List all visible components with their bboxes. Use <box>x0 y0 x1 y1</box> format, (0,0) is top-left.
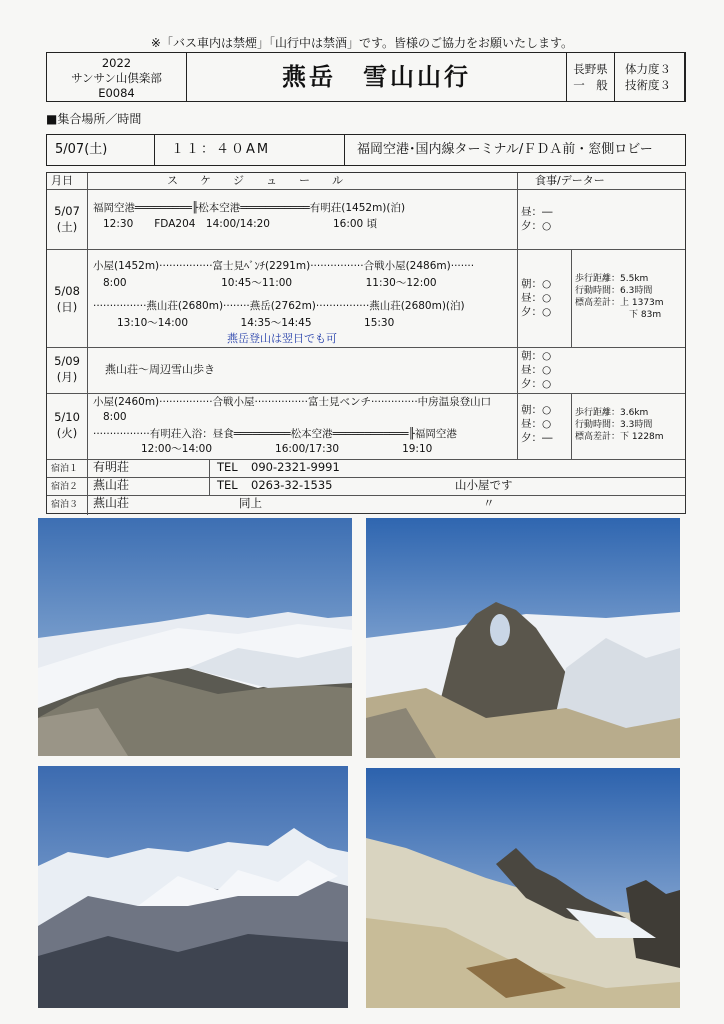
day4-times-2: 12:00～14:00 16:00/17:30 19:10 <box>141 443 433 455</box>
divider <box>209 459 210 495</box>
club-info <box>47 53 187 101</box>
elevation-up: 標高差計：上 1373m <box>575 298 664 308</box>
page-title: 燕岳 雪山山行 <box>187 53 567 101</box>
meal-breakfast: 朝：○ <box>521 350 552 362</box>
photo-snowy-ridge <box>38 518 352 756</box>
day1-meals <box>517 205 553 233</box>
meeting-place: 福岡空港･国内線ターミナル/ＦＤＡ前・窓側ロビー <box>357 142 653 157</box>
lodging1-label: 宿泊１ <box>51 464 79 474</box>
lodging2-label: 宿泊２ <box>51 482 79 492</box>
day2-times-2: 13:10～14:00 14:35～14:45 15:30 <box>117 317 395 329</box>
day2-route-1: 小屋(1452m)················富士見ﾍﾞﾝﾁ(2291m)················合戦小屋(2486m)······· <box>93 260 475 272</box>
lodging2-note: 山小屋です <box>455 478 513 492</box>
day2-date <box>47 283 87 315</box>
elevation-down: 標高差計：下 1228m <box>575 432 664 442</box>
meal-breakfast: 朝：○ <box>521 278 552 290</box>
weekday-text: (土) <box>56 220 78 234</box>
col-date-header: 月日 <box>51 174 73 187</box>
level: 一 般 <box>573 78 608 92</box>
weekday-text: (火) <box>56 426 78 440</box>
day2-note: 燕岳登山は翌日でも可 <box>227 332 337 345</box>
difficulty <box>615 53 685 101</box>
meal-dinner: 夕：― <box>521 432 553 444</box>
day2-stats <box>571 273 664 321</box>
day2-times-1: 8:00 10:45～11:00 11:30～12:00 <box>103 277 437 289</box>
divider <box>47 477 685 478</box>
elevation-down: 下 83m <box>629 310 662 320</box>
notice-text: ※「バス車内は禁煙」「山行中は禁酒」です。皆様のご協力をお願いたします。 <box>150 36 574 50</box>
date-text: 5/08 <box>54 284 80 298</box>
date-text: 5/07 <box>54 204 80 218</box>
divider <box>47 189 685 190</box>
meal-dinner: 夕：○ <box>521 220 552 232</box>
col-schedule-header: ス ケ ジ ュ ー ル <box>167 174 343 187</box>
day4-meals <box>517 403 553 445</box>
divider <box>47 495 685 496</box>
day2-meals <box>517 277 551 319</box>
day3-route: 燕山荘～周辺雪山歩き <box>105 363 215 376</box>
divider <box>87 459 88 515</box>
day3-meals <box>517 349 551 391</box>
day2-route-2: ················燕山荘(2680m)········燕岳(2762m)················燕山荘(2680m)(泊) <box>93 300 465 312</box>
col-meal-header: 食事/データー <box>535 174 605 187</box>
divider <box>47 459 685 460</box>
day4-stats <box>571 407 664 443</box>
meal-lunch: 昼：○ <box>521 364 552 376</box>
technique-grade: 技術度３ <box>625 78 671 92</box>
meal-lunch: 昼：― <box>521 206 553 218</box>
lodging2-tel: 0263-32-1535 <box>251 478 333 492</box>
divider <box>87 173 88 459</box>
lodging3-note: 〃 <box>483 496 495 510</box>
walk-distance: 歩行距離：3.6km <box>575 408 649 418</box>
year: 2022 <box>101 56 132 70</box>
photo-ridge-trail <box>366 768 680 1008</box>
day3-date <box>47 353 87 385</box>
photo-mountain-range <box>38 766 348 1008</box>
meal-lunch: 昼：○ <box>521 418 552 430</box>
lodging1-tel: 090-2321-9991 <box>251 460 340 474</box>
divider <box>47 393 685 394</box>
day1-route: 福岡空港═════════╟松本空港═══════════有明荘(1452m)(泊) <box>93 202 406 214</box>
divider <box>47 347 685 348</box>
lodging2-tel-label: TEL <box>217 478 238 492</box>
weekday-text: (日) <box>56 300 78 314</box>
meal-dinner: 夕：○ <box>521 378 552 390</box>
club-name: サンサン山倶楽部 <box>71 71 162 85</box>
prefecture: 長野県 <box>573 62 608 76</box>
meeting-time: １１：４０AM <box>155 135 345 165</box>
day4-route-2: ·················有明荘入浴：昼食═════════松本空港════════════╟福岡空港 <box>93 428 457 440</box>
lodging1-tel-label: TEL <box>217 460 238 474</box>
section-heading: ■集合場所／時間 <box>46 112 142 126</box>
meeting-date: 5/07(土) <box>47 135 155 165</box>
day1-times: 12:30 FDA204 14:00/14:20 16:00 頃 <box>103 218 378 230</box>
day1-date <box>47 203 87 235</box>
lodging3-name: 燕山荘 <box>93 496 130 510</box>
lodging3-tel: 同上 <box>239 496 262 510</box>
lodging1-name: 有明荘 <box>93 460 130 474</box>
photo-rock-pinnacle <box>366 518 680 758</box>
day4-route-1: 小屋(2460m)················合戦小屋················富士見ベンチ··············中房温泉登山口 <box>93 396 492 408</box>
date-text: 5/09 <box>54 354 80 368</box>
meal-lunch: 昼：○ <box>521 292 552 304</box>
weekday-text: (月) <box>56 370 78 384</box>
header-box <box>46 52 686 102</box>
region-info <box>567 53 615 101</box>
meeting-box <box>46 134 686 166</box>
meal-dinner: 夕：○ <box>521 306 552 318</box>
lodging3-label: 宿泊３ <box>51 500 79 510</box>
event-code: E0084 <box>98 86 135 100</box>
day4-times-1: 8:00 <box>103 411 127 423</box>
walk-distance: 歩行距離：5.5km <box>575 274 649 284</box>
date-text: 5/10 <box>54 410 80 424</box>
meal-breakfast: 朝：○ <box>521 404 552 416</box>
walk-time: 行動時間：3.3時間 <box>575 420 653 430</box>
divider <box>47 249 685 250</box>
walk-time: 行動時間：6.3時間 <box>575 286 653 296</box>
day4-date <box>47 409 87 441</box>
schedule-table <box>46 172 686 514</box>
lodging2-name: 燕山荘 <box>93 478 130 492</box>
stamina-grade: 体力度３ <box>625 62 671 76</box>
